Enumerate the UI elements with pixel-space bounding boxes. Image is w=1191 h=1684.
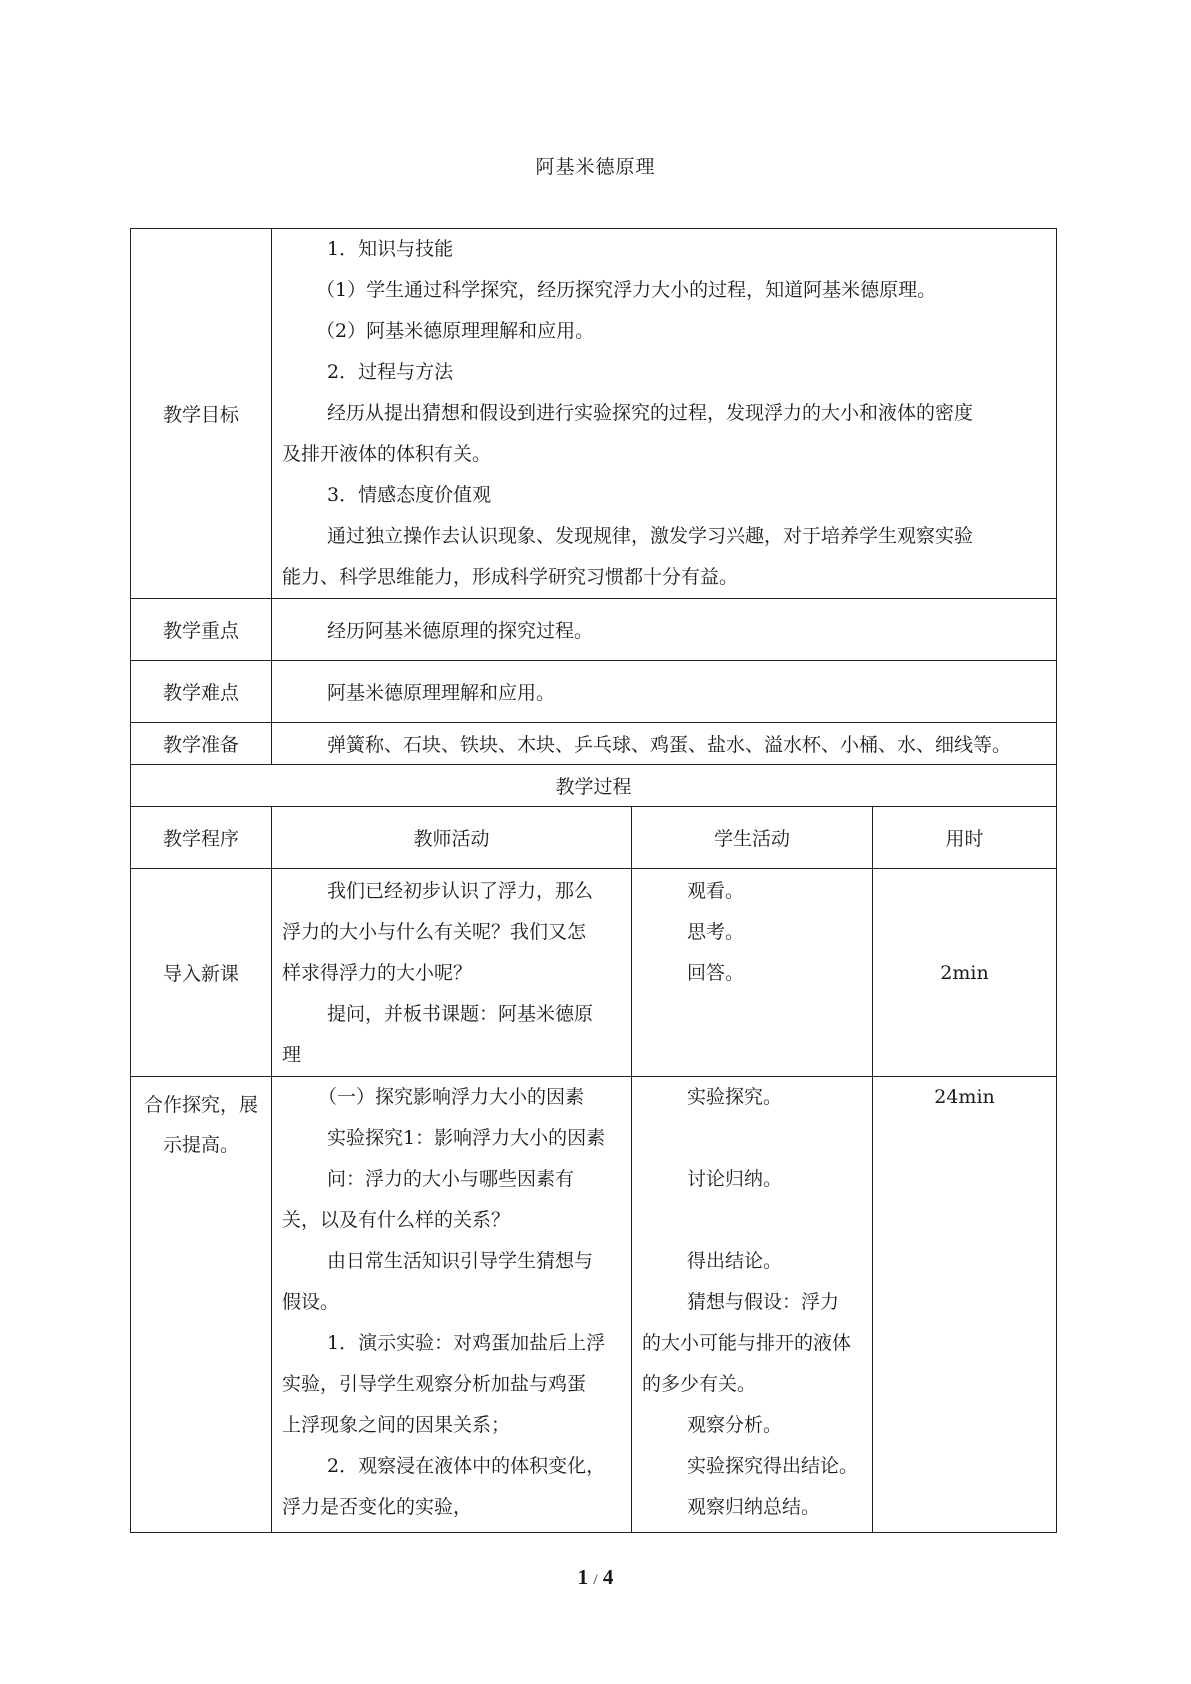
objectives-line: 1．知识与技能 <box>327 238 454 260</box>
stage-line: 合作探究，展 <box>143 1094 258 1116</box>
student-line: 观察分析。 <box>687 1414 783 1436</box>
stage-cell: 导入新课 <box>131 869 272 1077</box>
objectives-line: 2．过程与方法 <box>327 361 454 383</box>
student-activity <box>632 1077 873 1533</box>
time-cell <box>873 1077 1057 1533</box>
student-line: 的大小可能与排开的液体 <box>642 1332 852 1354</box>
objectives-line: （1）学生通过科学探究，经历探究浮力大小的过程，知道阿基米德原理。 <box>316 279 937 301</box>
teacher-line: 理 <box>282 1044 302 1066</box>
teacher-line: 由日常生活知识引导学生猜想与 <box>327 1250 594 1272</box>
process-row-intro <box>131 869 1057 1077</box>
student-line: 的多少有关。 <box>642 1373 757 1395</box>
process-heading-row <box>131 765 1057 807</box>
stage-line: 示提高。 <box>162 1134 239 1156</box>
document-title: 阿基米德原理 <box>535 156 656 178</box>
page-number <box>0 1565 1191 1590</box>
student-line: 回答。 <box>687 962 745 984</box>
teacher-line: 上浮现象之间的因果关系； <box>282 1414 511 1436</box>
page-total: 4 <box>602 1565 614 1589</box>
objectives-line: 通过独立操作去认识现象、发现规律，激发学习兴趣，对于培养学生观察实验 <box>327 525 974 547</box>
process-row-explore <box>131 1077 1057 1533</box>
difficulty-label: 教学难点 <box>131 661 272 723</box>
teacher-line: 问：浮力的大小与哪些因素有 <box>327 1168 575 1190</box>
student-line: 观察归纳总结。 <box>687 1496 821 1518</box>
col-header-time: 用时 <box>873 807 1057 869</box>
student-spacer <box>642 1200 862 1241</box>
student-line: 实验探究。 <box>687 1086 783 1108</box>
teacher-activity <box>272 869 632 1077</box>
teacher-line: 我们已经初步认识了浮力，那么 <box>327 880 594 902</box>
preparation-label: 教学准备 <box>131 723 272 765</box>
objectives-line: 3．情感态度价值观 <box>327 484 492 506</box>
objectives-line: 经历从提出猜想和假设到进行实验探究的过程，发现浮力的大小和液体的密度 <box>327 402 974 424</box>
student-spacer <box>642 1118 862 1159</box>
difficulty-text: 阿基米德原理理解和应用。 <box>272 661 1057 723</box>
teacher-line: 提问，并板书课题：阿基米德原 <box>327 1003 594 1025</box>
teacher-activity <box>272 1077 632 1533</box>
teacher-line: 假设。 <box>282 1291 340 1313</box>
teacher-line: （一）探究影响浮力大小的因素 <box>318 1086 585 1108</box>
col-header-teacher: 教师活动 <box>272 807 632 869</box>
col-header-student: 学生活动 <box>632 807 873 869</box>
student-line: 观看。 <box>687 880 745 902</box>
student-line: 猜想与假设：浮力 <box>687 1291 840 1313</box>
student-line: 得出结论。 <box>687 1250 783 1272</box>
time-value: 24min <box>934 1086 995 1108</box>
key-point-text: 经历阿基米德原理的探究过程。 <box>272 599 1057 661</box>
student-activity <box>632 869 873 1077</box>
objectives-line: 及排开液体的体积有关。 <box>282 443 492 465</box>
page-separator: / <box>593 1572 598 1588</box>
student-line: 思考。 <box>687 921 745 943</box>
teacher-line: 2．观察浸在液体中的体积变化， <box>327 1455 606 1477</box>
teacher-line: 样求得浮力的大小呢？ <box>282 962 473 984</box>
objectives-label: 教学目标 <box>131 229 272 599</box>
objectives-line: 能力、科学思维能力，形成科学研究习惯都十分有益。 <box>282 566 739 588</box>
objectives-content <box>272 229 1057 599</box>
preparation-row <box>131 723 1057 765</box>
process-header-row <box>131 807 1057 869</box>
objectives-row <box>131 229 1057 599</box>
col-header-stage: 教学程序 <box>131 807 272 869</box>
lesson-plan-table <box>130 228 1057 1533</box>
key-point-row <box>131 599 1057 661</box>
stage-cell <box>131 1077 272 1533</box>
objectives-line: （2）阿基米德原理理解和应用。 <box>316 320 595 342</box>
student-line: 讨论归纳。 <box>687 1168 783 1190</box>
teacher-line: 1．演示实验：对鸡蛋加盐后上浮 <box>327 1332 606 1354</box>
difficulty-row <box>131 661 1057 723</box>
key-point-label: 教学重点 <box>131 599 272 661</box>
process-heading: 教学过程 <box>131 765 1057 807</box>
teacher-line: 浮力的大小与什么有关呢？我们又怎 <box>282 921 587 943</box>
time-cell: 2min <box>873 869 1057 1077</box>
teacher-line: 实验，引导学生观察分析加盐与鸡蛋 <box>282 1373 587 1395</box>
preparation-text: 弹簧称、石块、铁块、木块、乒乓球、鸡蛋、盐水、溢水杯、小桶、水、细线等。 <box>272 723 1057 765</box>
teacher-line: 实验探究1：影响浮力大小的因素 <box>327 1127 606 1149</box>
teacher-line: 浮力是否变化的实验， <box>282 1496 473 1518</box>
teacher-line: 关，以及有什么样的关系？ <box>282 1209 511 1231</box>
page-current: 1 <box>577 1565 589 1589</box>
student-line: 实验探究得出结论。 <box>687 1455 859 1477</box>
